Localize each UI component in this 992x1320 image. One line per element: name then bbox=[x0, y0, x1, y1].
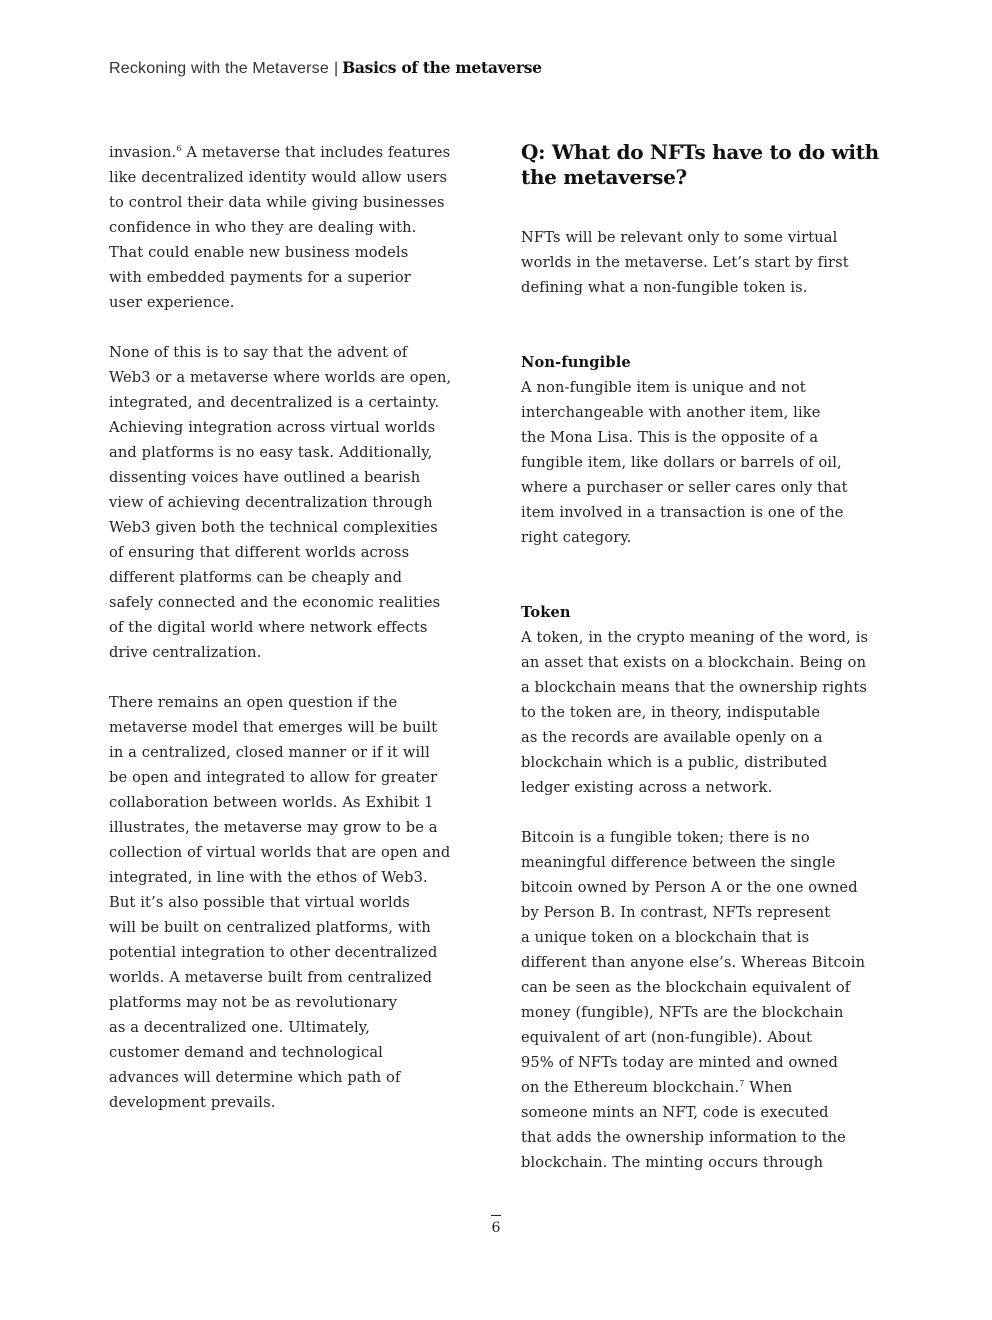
text-line: with embedded payments for a superior bbox=[109, 269, 411, 286]
text-line: different than anyone else’s. Whereas Bitcoin bbox=[521, 954, 866, 971]
text-line: bitcoin owned by Person A or the one owned bbox=[521, 879, 858, 896]
page-number-rule bbox=[491, 1215, 501, 1216]
paragraph-bitcoin bbox=[521, 825, 896, 1175]
text-line: a unique token on a blockchain that is bbox=[521, 929, 810, 946]
text-line: dissenting voices have outlined a bearish bbox=[109, 469, 421, 486]
text-line: view of achieving decentralization through bbox=[109, 494, 433, 511]
paragraph-nft-intro bbox=[521, 225, 896, 300]
text-line: blockchain which is a public, distributed bbox=[521, 754, 828, 771]
text-line: of the digital world where network effects bbox=[109, 619, 428, 636]
text-line: as a decentralized one. Ultimately, bbox=[109, 1019, 371, 1036]
text-line: ledger existing across a network. bbox=[521, 779, 773, 796]
header-separator: | bbox=[333, 60, 339, 77]
text-line: as the records are available openly on a bbox=[521, 729, 823, 746]
text-line: collaboration between worlds. As Exhibit 1 bbox=[109, 794, 434, 811]
text-line: to control their data while giving businesses bbox=[109, 194, 445, 211]
text-line: That could enable new business models bbox=[109, 244, 409, 261]
footnote-ref-7: 7 bbox=[739, 1079, 745, 1089]
text-line: There remains an open question if the bbox=[109, 694, 398, 711]
text-line: an asset that exists on a blockchain. Being on bbox=[521, 654, 867, 671]
paragraph-open-question bbox=[109, 690, 479, 1115]
text-line: But it’s also possible that virtual worlds bbox=[109, 894, 410, 911]
text-line: Bitcoin is a fungible token; there is no bbox=[521, 829, 810, 846]
text-line: fungible item, like dollars or barrels of oil, bbox=[521, 454, 842, 471]
text-line: of ensuring that different worlds across bbox=[109, 544, 410, 561]
text-line: meaningful difference between the single bbox=[521, 854, 836, 871]
page-number bbox=[486, 1215, 506, 1238]
question-heading: Q: What do NFTs have to do with the metaverse? bbox=[521, 140, 879, 189]
text-line: development prevails. bbox=[109, 1094, 276, 1111]
text-line: worlds in the metaverse. Let’s start by first bbox=[521, 254, 849, 271]
text-line: drive centralization. bbox=[109, 644, 262, 661]
text-line: illustrates, the metaverse may grow to be a bbox=[109, 819, 438, 836]
text-line: A token, in the crypto meaning of the word, is bbox=[521, 629, 869, 646]
section-title: Basics of the metaverse bbox=[342, 58, 542, 77]
text-line: integrated, in line with the ethos of Web3. bbox=[109, 869, 428, 886]
text-line: by Person B. In contrast, NFTs represent bbox=[521, 904, 831, 921]
text-line: 95% of NFTs today are minted and owned bbox=[521, 1054, 838, 1071]
section-token bbox=[521, 600, 896, 800]
text-line: can be seen as the blockchain equivalent of bbox=[521, 979, 851, 996]
text-line: advances will determine which path of bbox=[109, 1069, 401, 1086]
text-line: equivalent of art (non-fungible). About bbox=[521, 1029, 813, 1046]
text-line: Web3 given both the technical complexities bbox=[109, 519, 438, 536]
text-line: collection of virtual worlds that are open and bbox=[109, 844, 451, 861]
text-line: someone mints an NFT, code is executed bbox=[521, 1104, 829, 1121]
text-line: blockchain. The minting occurs through bbox=[521, 1154, 824, 1171]
text-line: safely connected and the economic realities bbox=[109, 594, 441, 611]
footnote-ref-6: 6 bbox=[176, 144, 182, 154]
page-number-value: 6 bbox=[491, 1220, 501, 1236]
text-line: metaverse model that emerges will be built bbox=[109, 719, 438, 736]
text-line: A non-fungible item is unique and not bbox=[521, 379, 806, 396]
text-line: user experience. bbox=[109, 294, 235, 311]
subheading-token: Token bbox=[521, 604, 571, 621]
text-line: invasion.$^6$ A metaverse that includes features bbox=[109, 144, 451, 161]
text-line: right category. bbox=[521, 529, 632, 546]
text-line: Achieving integration across virtual worlds bbox=[109, 419, 436, 436]
text-line: None of this is to say that the advent of bbox=[109, 344, 408, 361]
text-line: will be built on centralized platforms, with bbox=[109, 919, 431, 936]
text-line: potential integration to other decentralized bbox=[109, 944, 438, 961]
text-line: item involved in a transaction is one of the bbox=[521, 504, 844, 521]
text-line: worlds. A metaverse built from centralized bbox=[109, 969, 433, 986]
text-line: defining what a non-fungible token is. bbox=[521, 279, 808, 296]
text-line: the Mona Lisa. This is the opposite of a bbox=[521, 429, 819, 446]
text-line: money (fungible), NFTs are the blockchain bbox=[521, 1004, 844, 1021]
right-column bbox=[521, 140, 896, 1175]
text-line: to the token are, in theory, indisputable bbox=[521, 704, 821, 721]
text-line: a blockchain means that the ownership rights bbox=[521, 679, 868, 696]
text-line: Web3 or a metaverse where worlds are open, bbox=[109, 369, 452, 386]
paragraph-web3-certainty bbox=[109, 340, 479, 665]
text-line: platforms may not be as revolutionary bbox=[109, 994, 398, 1011]
text-line: integrated, and decentralized is a certainty. bbox=[109, 394, 440, 411]
text-line: interchangeable with another item, like bbox=[521, 404, 821, 421]
subheading-non-fungible: Non-fungible bbox=[521, 354, 631, 371]
text-line: different platforms can be cheaply and bbox=[109, 569, 403, 586]
running-header bbox=[109, 57, 542, 80]
document-title: Reckoning with the Metaverse bbox=[109, 60, 329, 77]
left-column bbox=[109, 140, 479, 1115]
text-line: confidence in who they are dealing with. bbox=[109, 219, 417, 236]
text-line: customer demand and technological bbox=[109, 1044, 383, 1061]
text-line: and platforms is no easy task. Additionally, bbox=[109, 444, 433, 461]
text-line: like decentralized identity would allow users bbox=[109, 169, 448, 186]
text-line: where a purchaser or seller cares only that bbox=[521, 479, 848, 496]
paragraph-decentralized-identity bbox=[109, 140, 479, 315]
text-line: NFTs will be relevant only to some virtual bbox=[521, 229, 838, 246]
text-line: be open and integrated to allow for greater bbox=[109, 769, 438, 786]
section-non-fungible bbox=[521, 350, 896, 550]
text-line: on the Ethereum blockchain.$^7$ When bbox=[521, 1079, 793, 1096]
text-line: that adds the ownership information to the bbox=[521, 1129, 846, 1146]
text-line: in a centralized, closed manner or if it will bbox=[109, 744, 430, 761]
